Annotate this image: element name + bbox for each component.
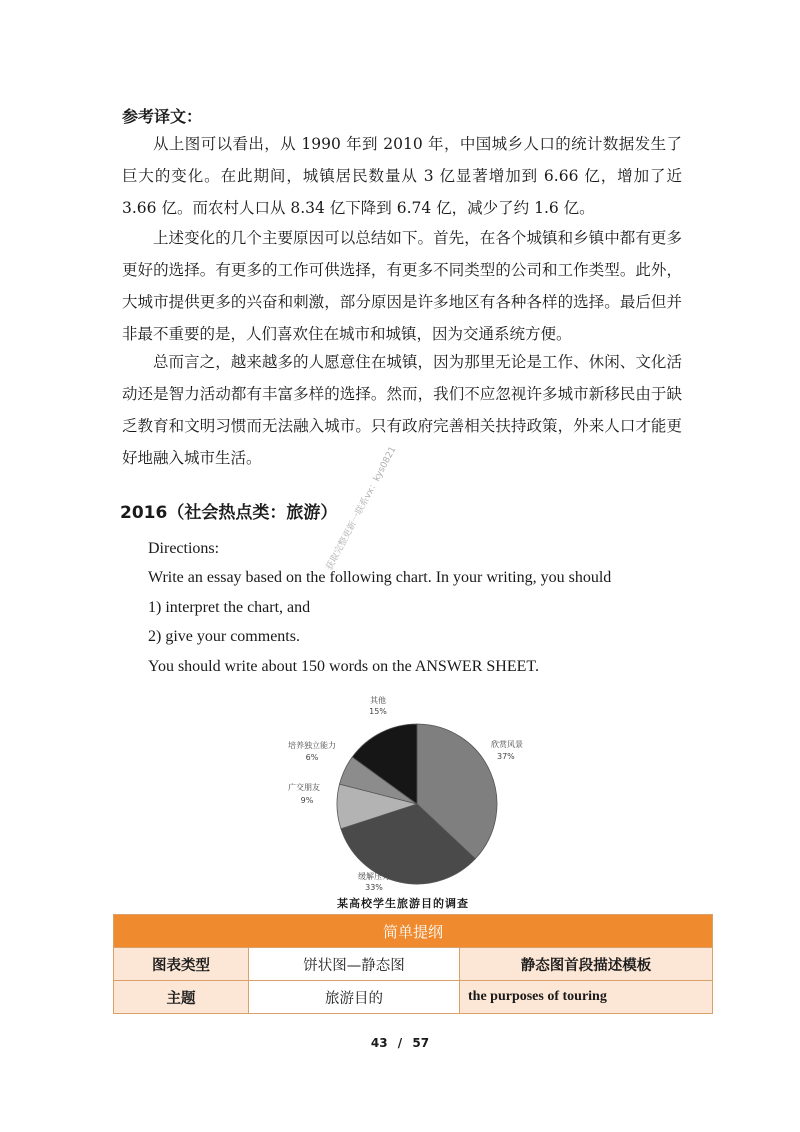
label-independence: 培养独立能力: [288, 741, 336, 750]
cell-chart-type-value: 饼状图—静态图: [249, 948, 460, 981]
directions-line-1: Write an essay based on the following chart. In your writing, you should: [148, 569, 612, 586]
directions-line-4: You should write about 150 words on the ANSWER SHEET.: [148, 658, 539, 675]
outline-header: 简单提纲: [114, 915, 713, 948]
directions-label: Directions:: [148, 540, 220, 557]
label-scenery-pct: 37%: [497, 752, 515, 761]
watermark-text: 获取完整更新一联系vx：kys0821: [324, 445, 399, 573]
translation-paragraph-3: 总而言之，越来越多的人愿意住在城镇，因为那里无论是工作、休闲、文化活动还是智力活动都有丰富多样的选择。然而，我们不应忽视许多城市新移民由于缺乏教育和文明习惯而无法融入城市。只有政府完善相关扶持政策，外来人口才能更好地融入城市生活。: [122, 353, 682, 467]
label-others: 其他: [370, 696, 386, 705]
translation-paragraph-2: 上述变化的几个主要原因可以总结如下。首先，在各个城镇和乡镇中都有更多更好的选择。有更多的工作可供选择，有更多不同类型的公司和工作类型。此外，大城市提供更多的兴奋和刺激，部分原因是许多地区有各种各样的选择。最后但并非最不重要的是，人们喜欢住在城市和城镇，因为交通系统方便。: [122, 229, 682, 343]
label-friends: 广交朋友: [288, 783, 320, 792]
cell-chart-type-label: 图表类型: [114, 948, 249, 981]
label-stress: 缓解压力: [358, 872, 390, 881]
label-independence-pct: 6%: [305, 753, 319, 762]
label-scenery: 欣赏风景: [491, 740, 523, 749]
translation-heading: 参考译文：: [122, 107, 203, 126]
label-others-pct: 15%: [369, 707, 387, 716]
page-separator: /: [397, 1036, 403, 1050]
outline-header-row: [114, 915, 713, 948]
table-row: [114, 948, 713, 981]
directions-line-2: 1) interpret the chart, and: [148, 599, 311, 616]
cell-topic-english: the purposes of touring: [460, 981, 713, 1014]
table-row: [114, 981, 713, 1014]
section-title: 2016（社会热点类：旅游）: [120, 503, 338, 523]
directions-line-3: 2) give your comments.: [148, 628, 300, 645]
page-number: [0, 1036, 800, 1050]
translation-paragraph-1: 从上图可以看出，从 1990 年到 2010 年，中国城乡人口的统计数据发生了巨大的变化。在此期间，城镇居民数量从 3 亿显著增加到 6.66 亿，增加了近 3.66 亿。而农村人口从 8.34 亿下降到 6.74 亿，减少了约 1.6 亿。: [122, 135, 682, 217]
cell-topic-label: 主题: [114, 981, 249, 1014]
pie-chart: [270, 690, 550, 905]
outline-table: [113, 914, 713, 1014]
cell-template-label: 静态图首段描述模板: [460, 948, 713, 981]
label-stress-pct: 33%: [365, 883, 383, 892]
page-current: 43: [370, 1036, 388, 1050]
chart-caption: 某高校学生旅游目的调查: [337, 897, 469, 910]
label-friends-pct: 9%: [300, 796, 314, 805]
page-total: 57: [412, 1036, 430, 1050]
cell-topic-value: 旅游目的: [249, 981, 460, 1014]
